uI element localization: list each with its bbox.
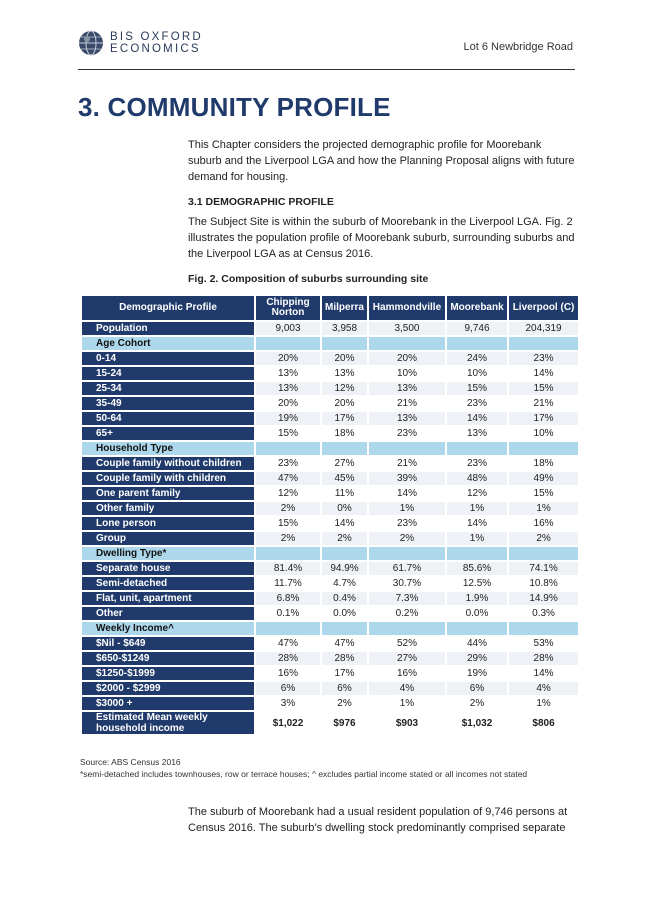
table-cell: 74.1% [509,562,578,575]
table-cell: 1.9% [447,592,507,605]
table-cell [447,547,507,560]
table-cell: 12% [447,487,507,500]
table-cell: 23% [256,457,320,470]
table-row [82,457,578,470]
table-row [82,652,578,665]
table-row [82,562,578,575]
table-cell [256,547,320,560]
table-cell: 1% [447,532,507,545]
row-label: Lone person [82,517,254,530]
table-cell [256,622,320,635]
table-cell: $806 [509,712,578,734]
table-row [82,532,578,545]
table-cell: 13% [369,382,445,395]
table-cell: 16% [256,667,320,680]
table-cell: 20% [256,352,320,365]
table-cell: 14.9% [509,592,578,605]
table-cell: 1% [369,697,445,710]
table-cell: 28% [256,652,320,665]
table-cell: 13% [447,427,507,440]
table-row [82,382,578,395]
row-label: $2000 - $2999 [82,682,254,695]
table-cell: 2% [509,532,578,545]
table-cell [447,337,507,350]
table-cell [447,442,507,455]
table-cell: 1% [369,502,445,515]
table-row [82,427,578,440]
row-label: Semi-detached [82,577,254,590]
table-cell: 21% [509,397,578,410]
table-cell: 45% [322,472,367,485]
table-row [82,322,578,335]
table-cell: 0.4% [322,592,367,605]
table-cell [509,547,578,560]
table-row [82,352,578,365]
table-cell: 52% [369,637,445,650]
table-cell: 2% [369,532,445,545]
column-header-2: Milperra [322,296,367,320]
table-cell: 10% [369,367,445,380]
table-cell: 44% [447,637,507,650]
row-label: Weekly Income^ [82,622,254,635]
table-cell: 12.5% [447,577,507,590]
table-row [82,502,578,515]
table-cell: 28% [509,652,578,665]
row-label: Population [82,322,254,335]
row-label: 15-24 [82,367,254,380]
table-cell: 18% [322,427,367,440]
table-cell: 16% [369,667,445,680]
table-cell: 39% [369,472,445,485]
table-cell: 2% [322,697,367,710]
table-source: Source: ABS Census 2016 [80,757,181,767]
table-cell: 20% [369,352,445,365]
row-label: One parent family [82,487,254,500]
table-cell: 0.0% [322,607,367,620]
table-cell: 14% [447,517,507,530]
table-cell [369,622,445,635]
column-header-1: Chipping Norton [256,296,320,320]
table-cell [322,622,367,635]
table-cell: 11.7% [256,577,320,590]
table-section-row [82,547,578,560]
table-row [82,667,578,680]
table-cell: 0.2% [369,607,445,620]
table-cell: 11% [322,487,367,500]
row-label: 25-34 [82,382,254,395]
table-cell: 2% [256,532,320,545]
table-cell: 15% [256,517,320,530]
row-label: 65+ [82,427,254,440]
table-cell: 3,958 [322,322,367,335]
table-cell: 0.3% [509,607,578,620]
closing-paragraph: The suburb of Moorebank had a usual resident population of 9,746 persons at Census 2016. The suburb’s dwelling stock predominantly comprised separate [188,806,568,834]
table-cell: 3% [256,697,320,710]
table-cell: 24% [447,352,507,365]
column-header-4: Moorebank [447,296,507,320]
table-row [82,637,578,650]
table-cell: 17% [322,667,367,680]
table-cell: 16% [509,517,578,530]
section-paragraph: The Subject Site is within the suburb of Moorebank in the Liverpool LGA. Fig. 2 illustrates the population profile of Moorebank suburb, surrounding suburbs and the Liverpool LGA as at Census 2016. [188,216,575,260]
table-row [82,712,578,734]
table-cell: 28% [322,652,367,665]
table-cell [509,442,578,455]
row-label: Separate house [82,562,254,575]
table-cell: 6.8% [256,592,320,605]
table-cell: 19% [256,412,320,425]
page-title: 3. COMMUNITY PROFILE [78,92,391,122]
table-cell: 17% [509,412,578,425]
table-cell: 4.7% [322,577,367,590]
demographic-table [80,294,580,736]
table-cell: 18% [509,457,578,470]
table-cell: 9,003 [256,322,320,335]
row-label: 35-49 [82,397,254,410]
table-row [82,412,578,425]
row-label: Flat, unit, apartment [82,592,254,605]
table-cell: 23% [369,427,445,440]
row-label: 50-64 [82,412,254,425]
table-cell: 0.1% [256,607,320,620]
table-row [82,397,578,410]
table-cell: 10% [447,367,507,380]
company-logo [78,30,203,56]
table-cell [256,442,320,455]
table-cell: 15% [509,487,578,500]
table-cell: 61.7% [369,562,445,575]
row-label: 0-14 [82,352,254,365]
table-cell: 15% [447,382,507,395]
table-cell: 4% [509,682,578,695]
table-cell: 0.0% [447,607,507,620]
table-row [82,607,578,620]
table-row [82,697,578,710]
row-label: Age Cohort [82,337,254,350]
table-cell: 13% [369,412,445,425]
globe-logo-icon [78,30,104,56]
column-header-profile: Demographic Profile [82,296,254,320]
table-cell: 94.9% [322,562,367,575]
table-row [82,367,578,380]
table-row [82,487,578,500]
table-cell: 9,746 [447,322,507,335]
row-label: $Nil - $649 [82,637,254,650]
table-row [82,577,578,590]
table-cell: 2% [447,697,507,710]
table-cell: 4% [369,682,445,695]
table-cell: 21% [369,397,445,410]
table-header-row [82,296,578,320]
table-cell: 23% [369,517,445,530]
table-cell [322,337,367,350]
table-cell: $976 [322,712,367,734]
table-cell: 1% [447,502,507,515]
table-cell: 14% [369,487,445,500]
table-cell: 13% [256,367,320,380]
table-cell: 14% [322,517,367,530]
table-cell: 21% [369,457,445,470]
table-row [82,682,578,695]
logo-line-2: ECONOMICS [110,43,201,55]
header-address: Lot 6 Newbridge Road [463,41,573,53]
table-cell: 15% [509,382,578,395]
table-row [82,517,578,530]
table-cell: 6% [256,682,320,695]
table-cell: 20% [322,397,367,410]
table-cell: 47% [256,637,320,650]
table-cell: 20% [322,352,367,365]
table-cell: 14% [447,412,507,425]
row-label: Group [82,532,254,545]
row-label: Couple family without children [82,457,254,470]
row-label: $650-$1249 [82,652,254,665]
table-cell: 48% [447,472,507,485]
table-cell: 2% [322,532,367,545]
table-cell [322,442,367,455]
table-cell: 23% [509,352,578,365]
table-cell [369,337,445,350]
table-cell: 12% [322,382,367,395]
section-heading: 3.1 DEMOGRAPHIC PROFILE [188,196,334,208]
table-cell: 14% [509,367,578,380]
table-cell: 3,500 [369,322,445,335]
table-footnote: *semi-detached includes townhouses, row or terrace houses; ^ excludes partial income stated or all incomes not stated [80,769,528,779]
table-cell: 23% [447,397,507,410]
table-cell: 47% [322,637,367,650]
table-cell: 81.4% [256,562,320,575]
table-cell: 14% [509,667,578,680]
row-label: Estimated Mean weekly household income [82,712,254,734]
table-cell: 6% [447,682,507,695]
table-cell: 49% [509,472,578,485]
column-header-5: Liverpool (C) [509,296,578,320]
table-cell: 1% [509,502,578,515]
table-cell [509,622,578,635]
figure-caption: Fig. 2. Composition of suburbs surrounding site [188,273,429,285]
table-cell: 6% [322,682,367,695]
table-cell: 13% [322,367,367,380]
row-label: $3000 + [82,697,254,710]
table-cell: 10% [509,427,578,440]
table-cell: 1% [509,697,578,710]
table-cell: 47% [256,472,320,485]
row-label: Dwelling Type* [82,547,254,560]
row-label: $1250-$1999 [82,667,254,680]
table-section-row [82,337,578,350]
table-cell: $1,032 [447,712,507,734]
table-row [82,592,578,605]
row-label: Other [82,607,254,620]
table-cell: 0% [322,502,367,515]
row-label: Other family [82,502,254,515]
row-label: Couple family with children [82,472,254,485]
table-cell [369,442,445,455]
table-cell [509,337,578,350]
table-cell: 30.7% [369,577,445,590]
table-cell: 53% [509,637,578,650]
table-cell: 12% [256,487,320,500]
table-cell: 204,319 [509,322,578,335]
table-cell: 13% [256,382,320,395]
table-row [82,472,578,485]
table-section-row [82,622,578,635]
row-label: Household Type [82,442,254,455]
logo-line-1: BIS OXFORD [110,31,203,43]
table-cell [256,337,320,350]
table-cell: 17% [322,412,367,425]
table-cell: 7.3% [369,592,445,605]
intro-paragraph: This Chapter considers the projected demographic profile for Moorebank suburb and the Liverpool LGA and how the Planning Proposal aligns with future demand for housing. [188,139,575,183]
table-cell: 10.8% [509,577,578,590]
table-section-row [82,442,578,455]
table-cell: 2% [256,502,320,515]
table-cell: 85.6% [447,562,507,575]
table-cell: $1,022 [256,712,320,734]
table-cell [369,547,445,560]
table-cell [322,547,367,560]
column-header-3: Hammondville [369,296,445,320]
table-cell [447,622,507,635]
table-cell: 27% [322,457,367,470]
header-divider [78,69,575,70]
table-cell: 27% [369,652,445,665]
table-cell: 15% [256,427,320,440]
table-cell: 23% [447,457,507,470]
table-cell: 20% [256,397,320,410]
table-cell: 19% [447,667,507,680]
table-cell: $903 [369,712,445,734]
table-cell: 29% [447,652,507,665]
